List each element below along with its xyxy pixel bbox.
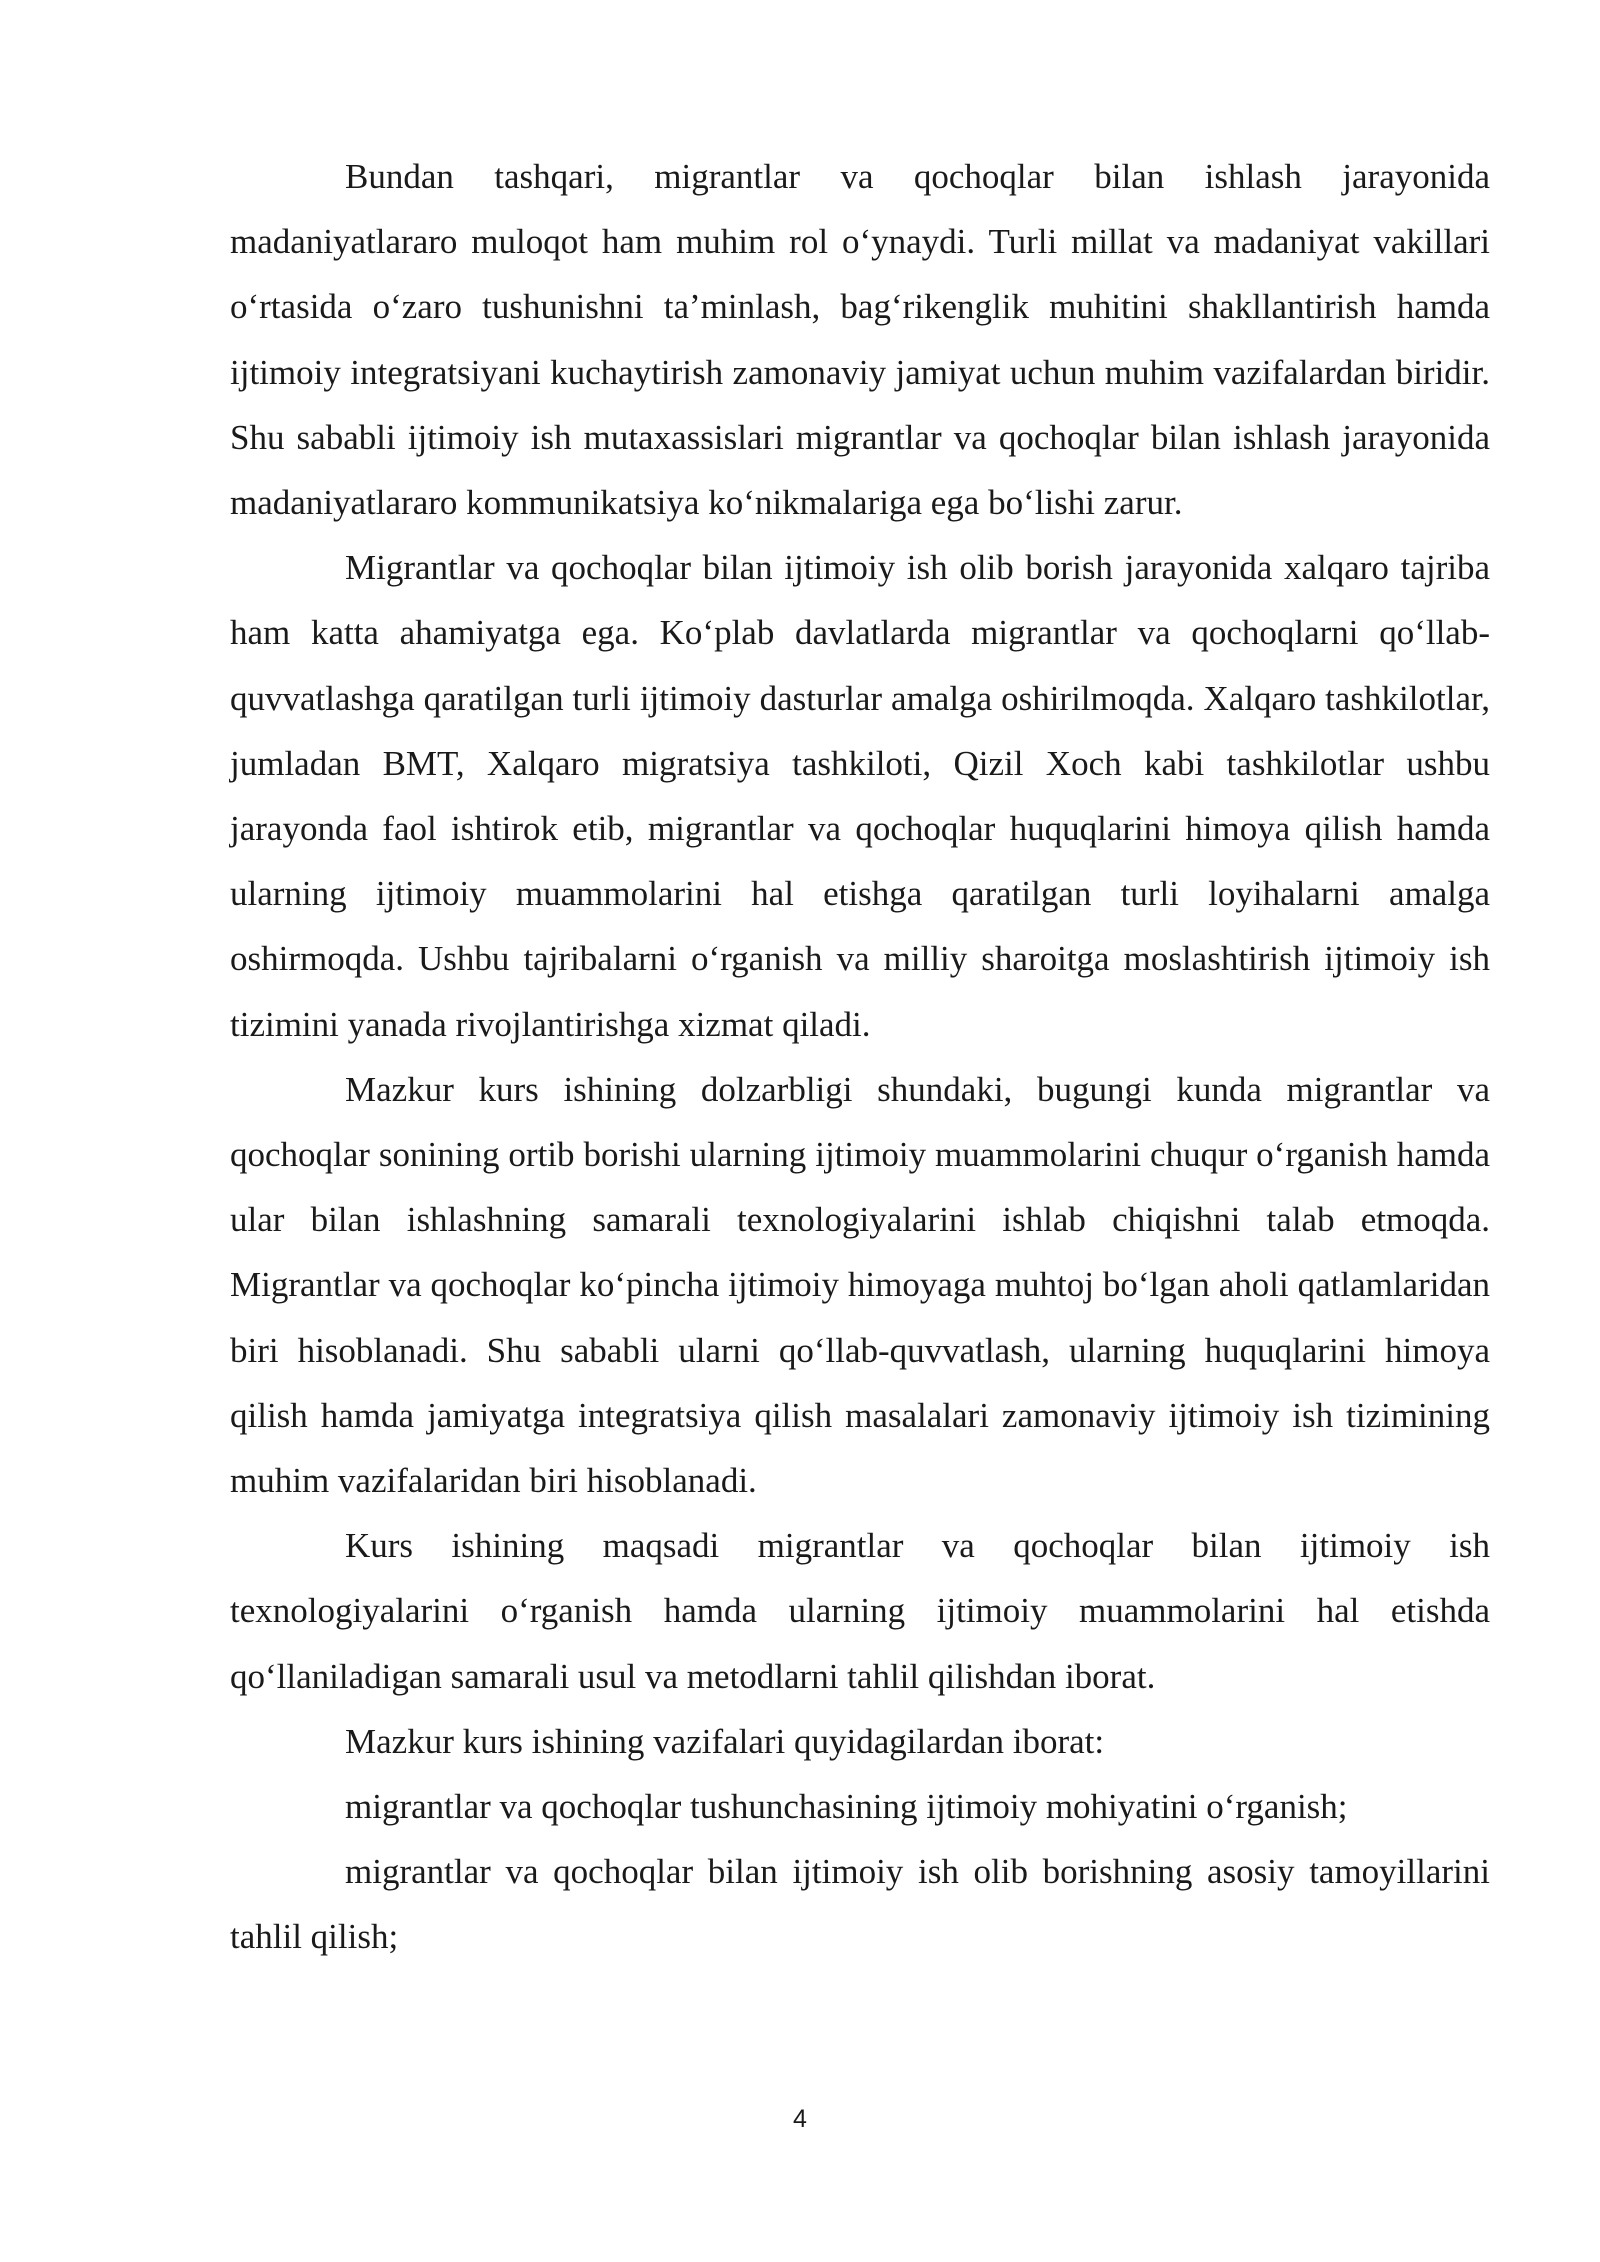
paragraph-relevance: Mazkur kurs ishining dolzarbligi shundaki, bugungi kunda migrantlar va qochoqlar sonining ortib borishi ularning ijtimoiy muammolarini chuqur o‘rganish hamda ular bilan ishlashning samarali texnologiyalarini ishlab chiqishni talab etmoqda. Migrantlar va qochoqlar ko‘pincha ijtimoiy himoyaga muhtoj bo‘lgan aholi qatlamlaridan biri hisoblanadi. Shu sababli ularni qo‘llab-quvvatlash, ularning huquqlarini himoya qilish hamda jamiyatga integratsiya qilish masalalari zamonaviy ijtimoiy ish tizimining muhim vazifalaridan biri hisoblanadi. [230,1069,1490,1501]
paragraph-goal: Kurs ishining maqsadi migrantlar va qochoqlar bilan ijtimoiy ish texnologiyalarini o‘rganish hamda ularning ijtimoiy muammolarini hal etishda qo‘llaniladigan samarali usul va metodlarni tahlil qilishdan iborat. [230,1526,1490,1696]
text-body [230,144,1490,1970]
task-item-1: migrantlar va qochoqlar tushunchasining ijtimoiy mohiyatini o‘rganish; [345,1787,1348,1827]
page-number: 4 [793,2105,807,2133]
paragraph-tasks-intro: Mazkur kurs ishining vazifalari quyidagilardan iborat: [345,1721,1105,1761]
paragraph-international-experience: Migrantlar va qochoqlar bilan ijtimoiy ish olib borish jarayonida xalqaro tajriba ham katta ahamiyatga ega. Ko‘plab davlatlarda migrantlar va qochoqlarni qo‘llab-quvvatlashga qaratilgan turli ijtimoiy dasturlar amalga oshirilmoqda. Xalqaro tashkilotlar, jumladan BMT, Xalqaro migratsiya tashkiloti, Qizil Xoch kabi tashkilotlar ushbu jarayonda faol ishtirok etib, migrantlar va qochoqlar huquqlarini himoya qilish hamda ularning ijtimoiy muammolarini hal etishga qaratilgan turli loyihalarni amalga oshirmoqda. Ushbu tajribalarni o‘rganish va milliy sharoitga moslashtirish ijtimoiy ish tizimini yanada rivojlantirishga xizmat qiladi. [230,548,1490,1044]
task-item-2: migrantlar va qochoqlar bilan ijtimoiy ish olib borishning asosiy tamoyillarini tahlil qilish; [230,1852,1490,1957]
paragraph-intercultural-communication: Bundan tashqari, migrantlar va qochoqlar bilan ishlash jarayonida madaniyatlararo muloqot ham muhim rol o‘ynaydi. Turli millat va madaniyat vakillari o‘rtasida o‘zaro tushunishni ta’minlash, bag‘rikenglik muhitini shakllantirish hamda ijtimoiy integratsiyani kuchaytirish zamonaviy jamiyat uchun muhim vazifalardan biridir. Shu sababli ijtimoiy ish mutaxassislari migrantlar va qochoqlar bilan ishlash jarayonida madaniyatlararo kommunikatsiya ko‘nikmalariga ega bo‘lishi zarur. [230,157,1490,523]
